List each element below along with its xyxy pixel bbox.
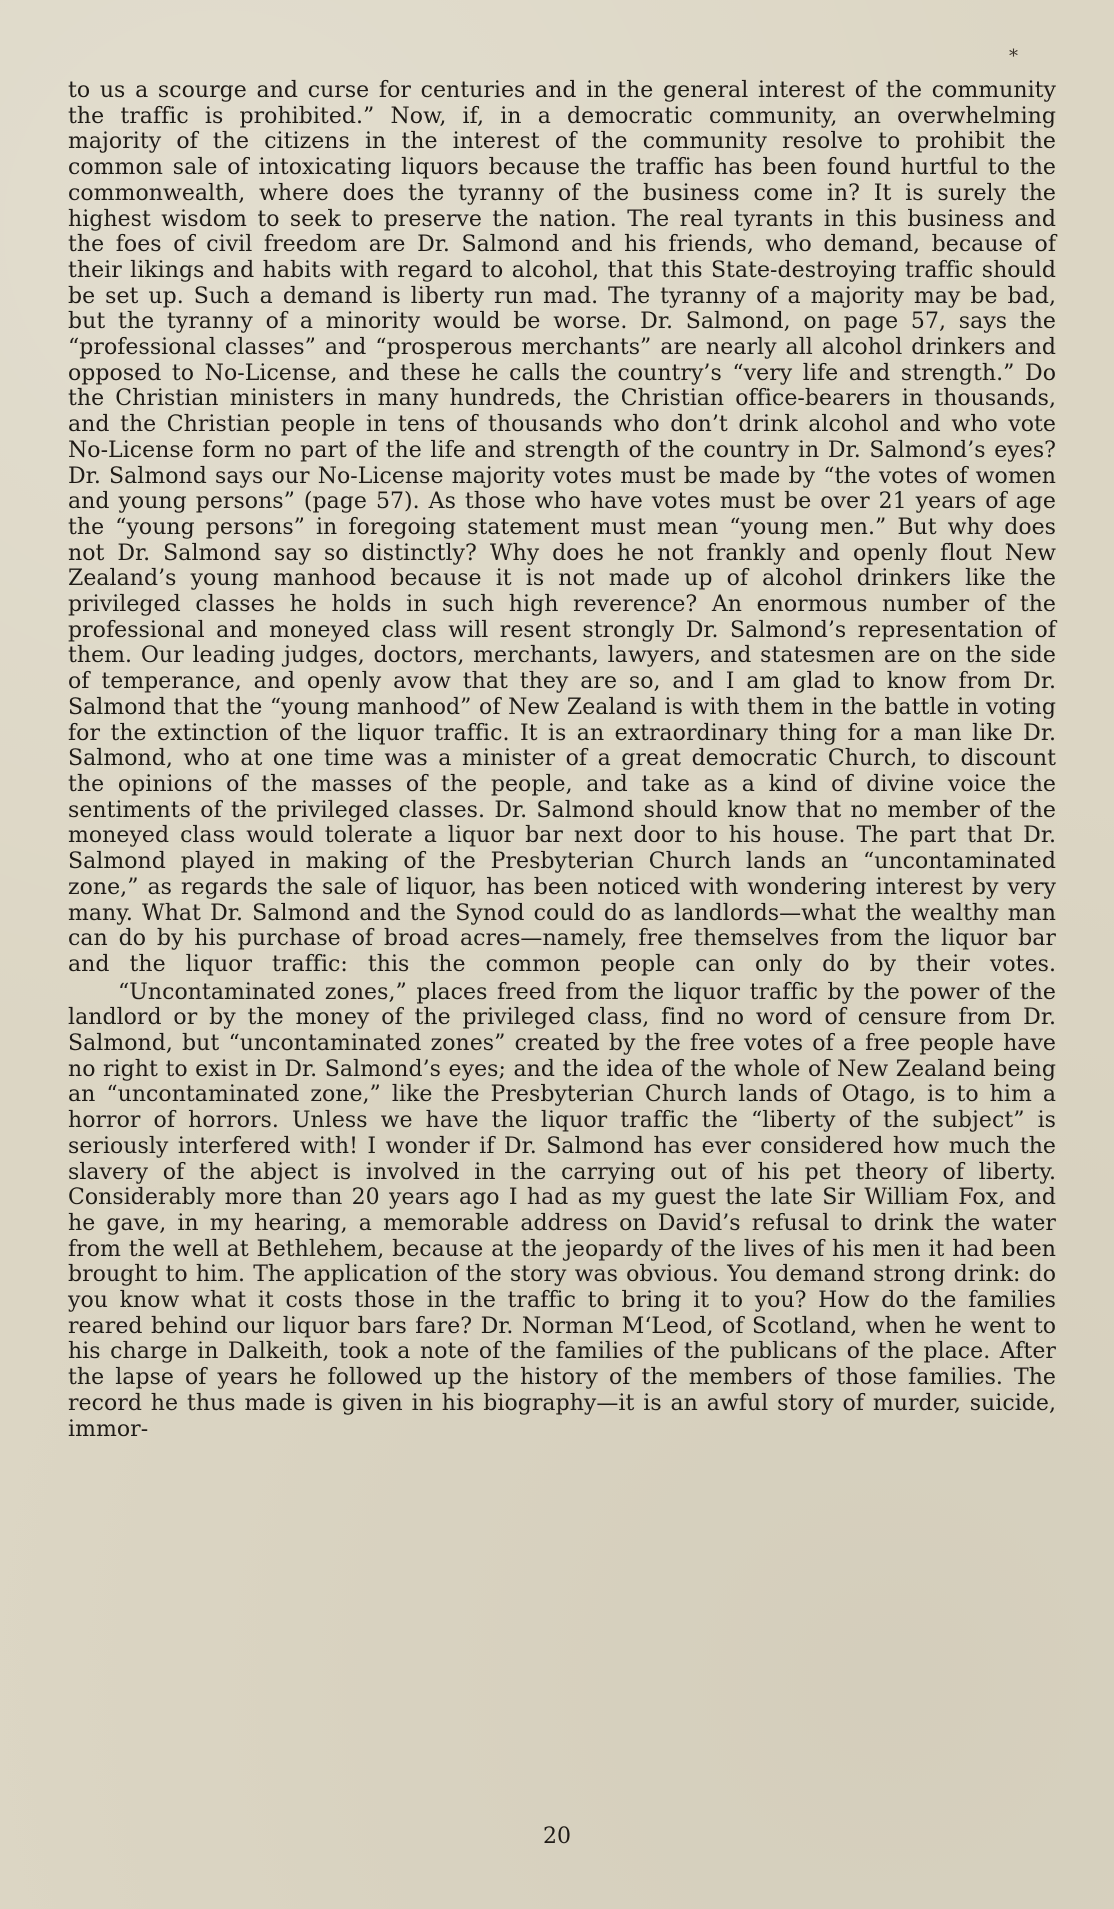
paragraph-1: to us a scourge and curse for centuries and in the general interest of the community the traffic is prohibited.” Now, if, in a democratic community, an overwhelming majority of the citizens in the interest of the community resolve to prohibit the common sale of intoxicating liquors because the traffic has been found hurtful to the commonwealth, where does the tyranny of the business come in? It is surely the highest wisdom to seek to preserve the nation. The real tyrants in this business and the foes of civil freedom are Dr. Salmond and his friends, who demand, because of their likings and habits with regard to alcohol, that this State-destroying traffic should be set up. Such a demand is liberty run mad. The tyranny of a majority may be bad, but the tyranny of a minority would be worse. Dr. Salmond, on page 57, says the “professional classes” and “prosperous merchants” are nearly all alcohol drinkers and opposed to No-License, and these he calls the country’s “very life and strength.” Do the Christian ministers in many hundreds, the Christian office-bearers in thousands, and the Christian people in tens of thousands who don’t drink alcohol and who vote No-License form no part of the life and strength of the country in Dr. Salmond’s eyes? Dr. Salmond says our No-License majority votes must be made by “the votes of women and young persons” (page 57). As those who have votes must be over 21 years of age the “young persons” in foregoing statement must mean “young men.” But why does not Dr. Salmond say so distinctly? Why does he not frankly and openly flout New Zealand’s young manhood because it is not made up of alcohol drinkers like the privileged classes he holds in such high reverence? An enormous number of the professional and moneyed class will resent strongly Dr. Salmond’s representation of them. Our leading judges, doctors, merchants, lawyers, and statesmen are on the side of temperance, and openly avow that they are so, and I am glad to know from Dr. Salmond that the “young manhood” of New Zealand is with them in the battle in voting for the extinction of the liquor traffic. It is an extraordinary thing for a man like Dr. Salmond, who at one time was a minister of a great democratic Church, to discount the opinions of the masses of the people, and take as a kind of divine voice the sentiments of the privileged classes. Dr. Salmond should know that no member of the moneyed class would tolerate a liquor bar next door to his house. The part that Dr. Salmond played in making of the Presbyterian Church lands an “uncontaminated zone,” as regards the sale of liquor, has been noticed with wondering interest by very many. What Dr. Salmond and the Synod could do as landlords—what the wealthy man can do by his purchase of broad acres—namely, free themselves from the liquor bar and the liquor traffic: this the common people can only do by their votes. [68,78,1056,977]
page-number: 20 [543,1824,571,1849]
paragraph-2: “Uncontaminated zones,” places freed from the liquor traffic by the power of the landlord or by the money of the privileged class, find no word of censure from Dr. Salmond, but “uncontaminated zones” created by the free votes of a free people have no right to exist in Dr. Salmond’s eyes; and the idea of the whole of New Zealand being an “uncontaminated zone,” like the Presbyterian Church lands of Otago, is to him a horror of horrors. Unless we have the liquor traffic the “liberty of the subject” is seriously interfered with! I wonder if Dr. Salmond has ever considered how much the slavery of the abject is involved in the carrying out of his pet theory of liberty. Considerably more than 20 years ago I had as my guest the late Sir William Fox, and he gave, in my hearing, a memorable address on David’s refusal to drink the water from the well at Bethlehem, because at the jeopardy of the lives of his men it had been brought to him. The application of the story was obvious. You demand strong drink: do you know what it costs those in the traffic to bring it to you? How do the families reared behind our liquor bars fare? Dr. Norman M‘Leod, of Scotland, when he went to his charge in Dalkeith, took a note of the families of the publicans of the place. After the lapse of years he followed up the history of the members of those families. The record he thus made is given in his biography—it is an awful story of murder, suicide, immor- [68,979,1056,1442]
body-text [68,78,1056,1442]
marginal-mark: * [1009,46,1018,67]
